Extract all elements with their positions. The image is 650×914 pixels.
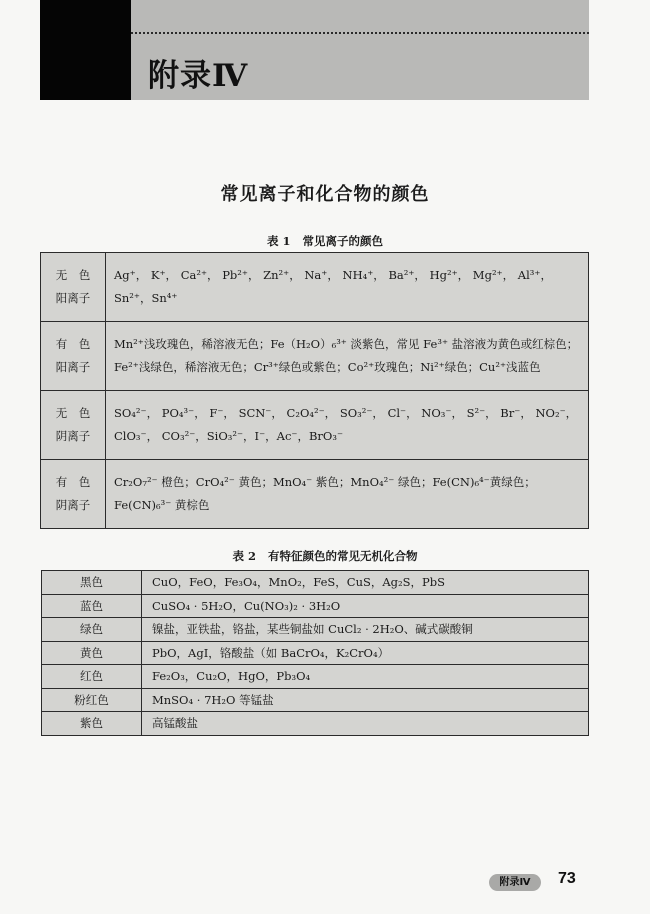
table-row [42, 665, 589, 689]
row-label [41, 253, 106, 322]
table1-caption-number: 表 1 [266, 234, 291, 248]
table-row [41, 460, 589, 529]
row-label [41, 322, 106, 391]
row-value: PbO，AgI，铬酸盐（如 BaCrO₄，K₂CrO₄） [142, 641, 589, 665]
row-label-line2: 阴离子 [55, 498, 91, 512]
compound-color-table [41, 570, 589, 736]
table-row [41, 253, 589, 322]
table1-caption-text: 常见离子的颜色 [302, 234, 383, 248]
row-value: SO₄²⁻， PO₄³⁻， F⁻， SCN⁻， C₂O₄²⁻， SO₃²⁻， Cl⁻， NO₃⁻， S²⁻， Br⁻， NO₂⁻， ClO₃⁻， CO₃²⁻，SiO₃²⁻，I⁻，Ac⁻，BrO₃⁻ [106, 391, 589, 460]
row-value: CuO，FeO，Fe₃O₄，MnO₂，FeS，CuS，Ag₂S，PbS [142, 571, 589, 595]
header-black-block [40, 0, 131, 100]
table-row [42, 571, 589, 595]
table2-caption-text: 有特征颜色的常见无机化合物 [268, 549, 418, 563]
table2-caption [0, 548, 650, 564]
header-dotted-rule [131, 32, 589, 34]
page-number: 73 [558, 870, 576, 887]
row-value: 镍盐，亚铁盐，铬盐，某些铜盐如 CuCl₂ · 2H₂O、碱式碳酸铜 [142, 618, 589, 642]
row-label: 粉红色 [42, 688, 142, 712]
row-label-line1: 无 色 [55, 268, 91, 282]
row-label: 蓝色 [42, 594, 142, 618]
row-value: CuSO₄ · 5H₂O，Cu(NO₃)₂ · 3H₂O [142, 594, 589, 618]
row-label-line2: 阳离子 [55, 291, 91, 305]
row-label: 黄色 [42, 641, 142, 665]
table-row [42, 641, 589, 665]
row-value: Mn²⁺浅玫瑰色，稀溶液无色；Fe（H₂O）₆³⁺ 淡紫色，常见 Fe³⁺ 盐溶液为黄色或红棕色；Fe²⁺浅绿色，稀溶液无色；Cr³⁺绿色或紫色；Co²⁺玫瑰色；Ni²⁺绿色；Cu²⁺浅蓝色 [106, 322, 589, 391]
row-value: MnSO₄ · 7H₂O 等锰盐 [142, 688, 589, 712]
row-label-line1: 有 色 [55, 475, 91, 489]
appendix-title: 附录Ⅳ [148, 58, 249, 94]
table-row [42, 618, 589, 642]
row-label-line1: 无 色 [55, 406, 91, 420]
row-value: 高锰酸盐 [142, 712, 589, 736]
row-label: 绿色 [42, 618, 142, 642]
table-row [42, 712, 589, 736]
row-label-line1: 有 色 [55, 337, 91, 351]
row-label: 红色 [42, 665, 142, 689]
row-label-line2: 阳离子 [55, 360, 91, 374]
row-label-line2: 阴离子 [55, 429, 91, 443]
table2-caption-number: 表 2 [232, 549, 256, 563]
row-value: Fe₂O₃，Cu₂O，HgO，Pb₃O₄ [142, 665, 589, 689]
table-row [42, 594, 589, 618]
table-row [42, 688, 589, 712]
ion-color-table [40, 252, 589, 529]
footer-section-badge: 附录Ⅳ [489, 874, 541, 891]
row-label [41, 460, 106, 529]
row-value: Cr₂O₇²⁻ 橙色；CrO₄²⁻ 黄色；MnO₄⁻ 紫色；MnO₄²⁻ 绿色；Fe(CN)₆⁴⁻黄绿色；Fe(CN)₆³⁻ 黄棕色 [106, 460, 589, 529]
page-title: 常见离子和化合物的颜色 [220, 184, 430, 205]
table-row [41, 322, 589, 391]
row-label: 黑色 [42, 571, 142, 595]
row-value: Ag⁺， K⁺， Ca²⁺， Pb²⁺， Zn²⁺， Na⁺， NH₄⁺， Ba²⁺， Hg²⁺， Mg²⁺， Al³⁺， Sn²⁺，Sn⁴⁺ [106, 253, 589, 322]
row-label: 紫色 [42, 712, 142, 736]
table-row [41, 391, 589, 460]
table1-caption [0, 233, 650, 249]
row-label [41, 391, 106, 460]
